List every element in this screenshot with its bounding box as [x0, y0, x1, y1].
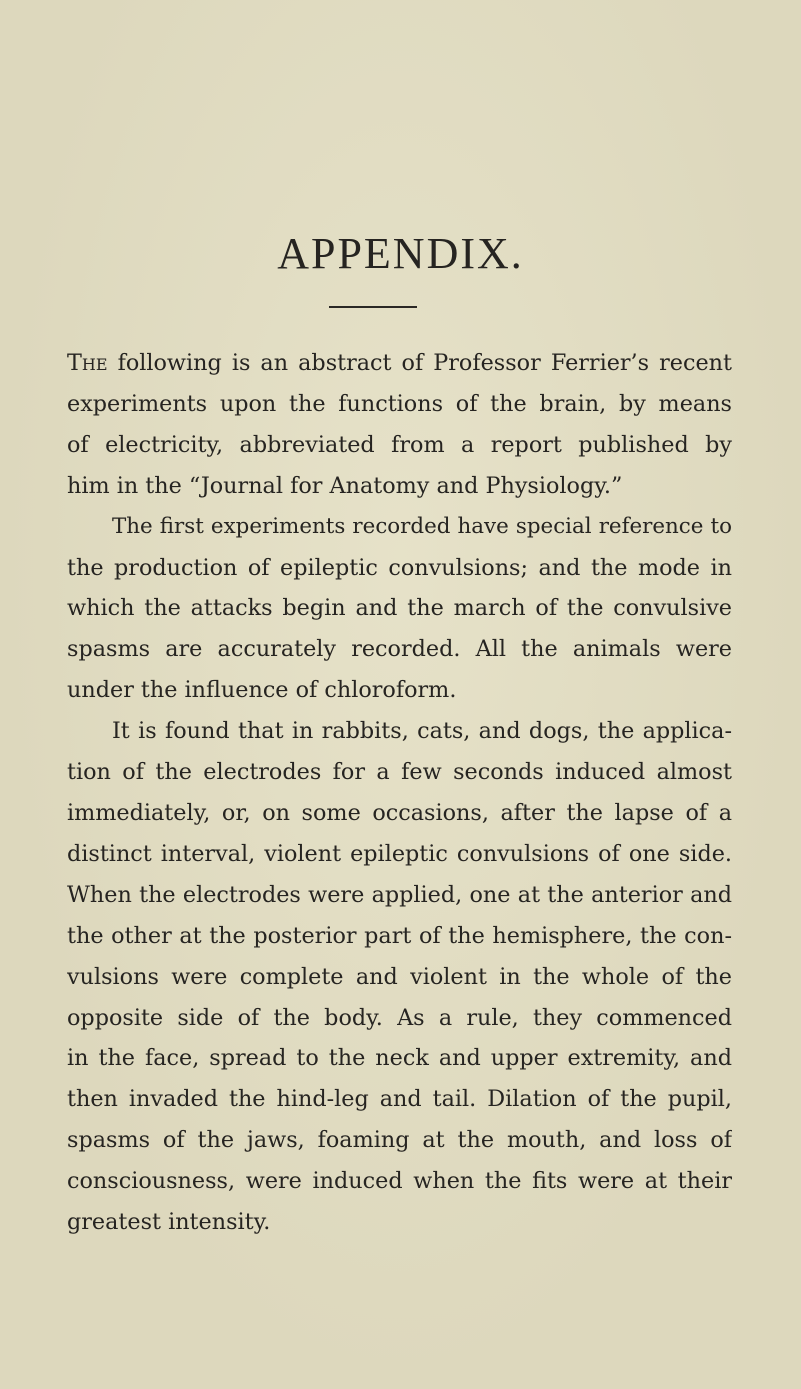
- text-line: experiments upon the functions of the brain, by means: [67, 390, 732, 417]
- lead-word: The: [67, 350, 108, 376]
- text-line: consciousness, were induced when the fits were at their: [67, 1168, 732, 1195]
- body-text: [67, 343, 732, 1243]
- title-divider: [329, 306, 417, 308]
- text-line: in the face, spread to the neck and upper extremity, and: [67, 1045, 732, 1072]
- text-line: vulsions were complete and violent in the whole of the: [67, 963, 732, 990]
- line-text: following is an abstract of Professor Ferrier’s recent: [117, 350, 732, 376]
- text-line: [67, 343, 732, 384]
- text-line: tion of the electrodes for a few seconds induced almost: [67, 759, 732, 786]
- text-line: immediately, or, on some occasions, after the lapse of a: [67, 799, 732, 826]
- text-line: distinct interval, violent epileptic convulsions of one side.: [67, 840, 732, 867]
- text-line: of electricity, abbreviated from a report published by: [67, 431, 732, 458]
- text-line: spasms are accurately recorded. All the animals were: [67, 636, 732, 663]
- text-line: It is found that in rabbits, cats, and dogs, the applica-: [112, 718, 732, 745]
- text-line: which the attacks begin and the march of the convulsive: [67, 595, 732, 622]
- text-line: the production of epileptic convulsions; and the mode in: [67, 554, 732, 581]
- text-line: greatest intensity.: [67, 1209, 271, 1236]
- text-line: then invaded the hind-leg and tail. Dilation of the pupil,: [67, 1086, 732, 1113]
- text-line: under the influence of chloroform.: [67, 677, 457, 704]
- text-line: opposite side of the body. As a rule, they commenced: [67, 1004, 732, 1031]
- text-line: The first experiments recorded have special reference to: [112, 513, 732, 539]
- text-line: the other at the posterior part of the hemisphere, the con-: [67, 922, 732, 949]
- page-title: APPENDIX.: [277, 229, 524, 278]
- text-line: When the electrodes were applied, one at the anterior and: [67, 881, 732, 908]
- text-line: spasms of the jaws, foaming at the mouth, and loss of: [67, 1127, 732, 1154]
- text-line: him in the “Journal for Anatomy and Physiology.”: [67, 472, 623, 499]
